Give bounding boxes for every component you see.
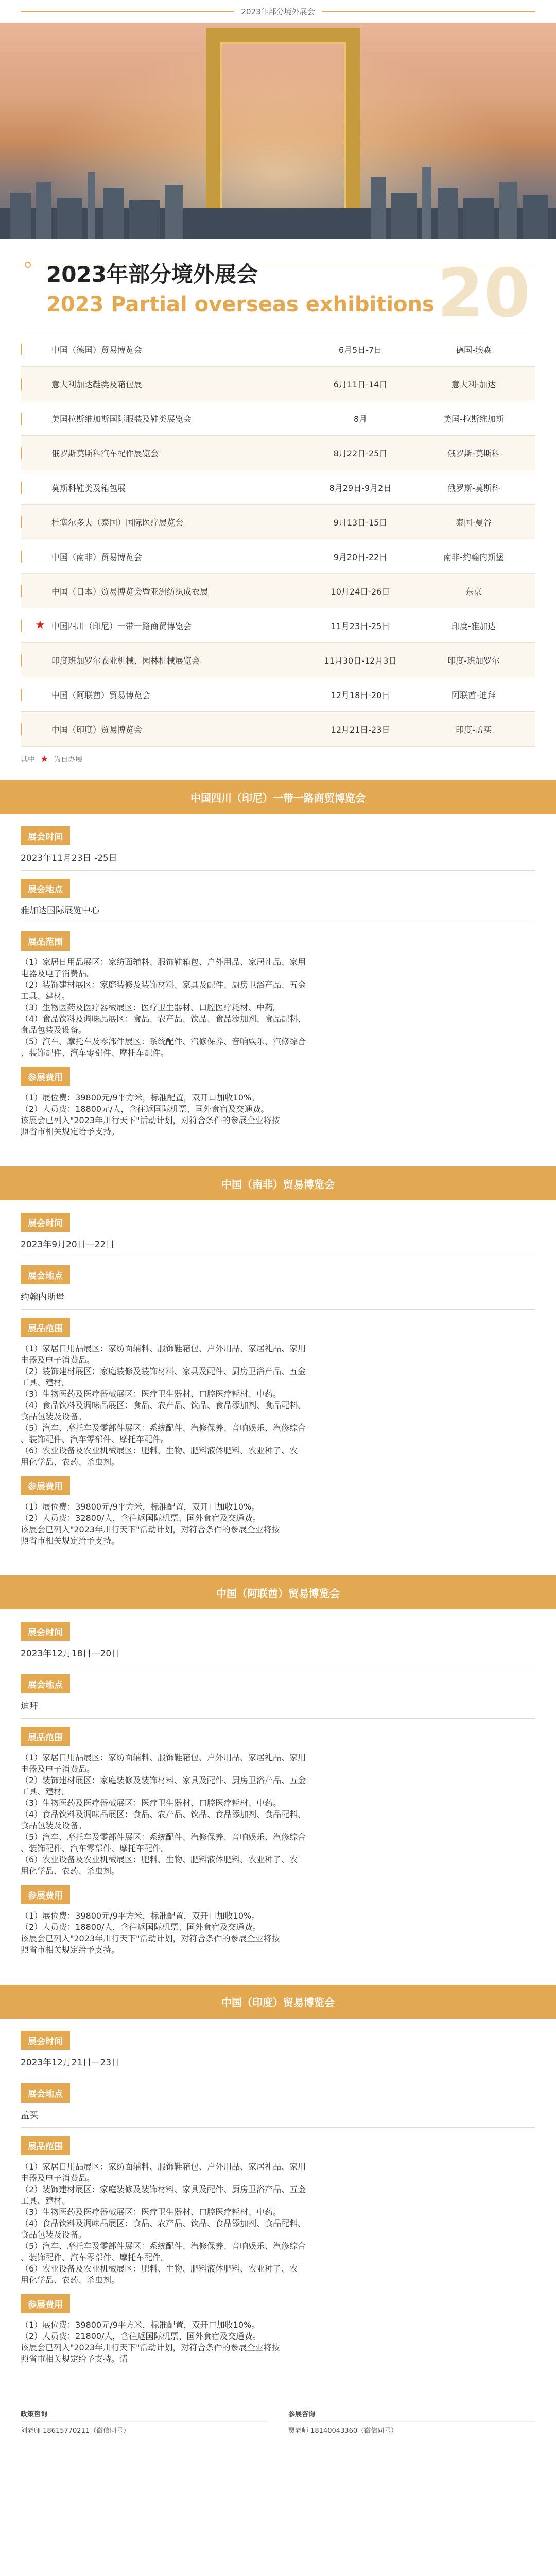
row-marker	[21, 482, 22, 494]
scope-line: 食品包装及设备。	[21, 1821, 87, 1831]
schedule-date: 6月11日-14日	[333, 379, 388, 389]
label-fee: 参展费用	[21, 1067, 70, 1086]
scope-line: （5）汽车、摩托车及零部件展区：系统配件、汽修保养、音响娱乐、汽修综合	[21, 1423, 306, 1433]
footer-exhibit-contact: 贾老师 18140043360（微信同号）	[288, 2421, 535, 2435]
field-fee	[21, 1476, 535, 1547]
schedule-name	[21, 516, 309, 528]
fee-line: 该展会已列入"2023年川行天下"活动计划，对符合条件的参展企业将按	[21, 2343, 280, 2352]
fee-line: 该展会已列入"2023年川行天下"活动计划，对符合条件的参展企业将按	[21, 1934, 280, 1943]
schedule-date: 11月23日-25日	[331, 621, 390, 631]
footer	[0, 2397, 556, 2450]
scope-line: 用化学品、农药、杀虫剂。	[21, 1457, 120, 1467]
section-body	[0, 1609, 556, 1969]
field-scope	[21, 1727, 535, 1877]
section-title: 中国（印度）贸易博览会	[0, 1985, 556, 2019]
field-scope	[21, 1318, 535, 1468]
fee-line: 照省市相关规定给予支持。	[21, 1127, 120, 1137]
exhibition-section	[0, 1166, 556, 1560]
value-place: 雅加达国际展览中心	[21, 904, 535, 923]
scope-line: （1）家居日用品展区：家纺面辅料、服饰鞋箱包、户外用品、家居礼品、家用	[21, 1344, 306, 1353]
schedule-name-text: 中国（日本）贸易博览会暨亚洲纺织成衣展	[51, 586, 208, 597]
scope-line: 、装饰配件、汽车零部件、摩托车配件。	[21, 1843, 169, 1853]
scope-line: （3）生物医药及医疗器械展区：医疗卫生器材、口腔医疗耗材、中药。	[21, 2207, 282, 2217]
field-fee	[21, 1067, 535, 1138]
scope-line: （2）装饰建材展区：家庭装修及装饰材料、家具及配件、厨房卫浴产品、五金	[21, 1775, 306, 1785]
row-marker	[21, 344, 22, 355]
label-place: 展会地点	[21, 2083, 70, 2103]
schedule-place: 阿联酋-迪拜	[451, 690, 496, 700]
fee-line: （2）人员费：32800/人，含往返国际机票、国外食宿及交通费。	[21, 1513, 261, 1523]
exhibition-schedule-table	[21, 332, 535, 747]
scope-line: 食品包装及设备。	[21, 2230, 87, 2240]
fee-line: （2）人员费：21800/人，含往返国际机票、国外食宿及交通费。	[21, 2331, 261, 2341]
value-time: 2023年9月20日—22日	[21, 1238, 535, 1257]
label-time: 展会时间	[21, 2031, 70, 2050]
scope-lines	[21, 957, 535, 1059]
schedule-row	[21, 643, 535, 677]
fee-line: 该展会已列入"2023年川行天下"活动计划，对符合条件的参展企业将按	[21, 1524, 280, 1534]
scope-line: （5）汽车、摩托车及零部件展区：系统配件、汽修保养、音响娱乐、汽修综合	[21, 1832, 306, 1842]
footer-policy-title: 政策咨询	[21, 2411, 48, 2418]
label-scope: 展品范围	[21, 1318, 70, 1337]
exhibition-section	[0, 780, 556, 1151]
fee-line: （1）展位费：39800元/9平方米，标准配置，双开口加收10%。	[21, 1502, 260, 1512]
footer-exhibit-title: 参展咨询	[288, 2411, 316, 2418]
hero-image	[0, 23, 556, 239]
row-marker	[21, 585, 22, 597]
title-block	[0, 239, 556, 332]
field-fee	[21, 1885, 535, 1956]
value-place: 约翰内斯堡	[21, 1291, 535, 1310]
schedule-place: 德国-埃森	[456, 345, 492, 355]
schedule-name-text: 中国四川（印尼）一带一路商贸博览会	[51, 621, 192, 631]
schedule-row	[21, 505, 535, 539]
scope-line: （2）装饰建材展区：家庭装修及装饰材料、家具及配件、厨房卫浴产品、五金	[21, 1366, 306, 1376]
schedule-name	[21, 654, 309, 666]
schedule-row	[21, 401, 535, 436]
row-marker	[21, 413, 22, 425]
value-place: 孟买	[21, 2109, 535, 2128]
schedule-date: 9月20日-22日	[333, 552, 388, 562]
page-title-cn: 2023年部分境外展会	[46, 262, 258, 287]
field-place	[21, 879, 535, 923]
schedule-name-text: 意大利加达鞋类及箱包展	[51, 379, 143, 389]
exhibition-section	[0, 1985, 556, 2378]
scope-line: （4）食品饮料及调味品展区：食品、农产品、饮品、食品添加剂、食品配料、	[21, 1400, 306, 1410]
row-marker	[21, 447, 22, 459]
field-scope	[21, 2136, 535, 2286]
schedule-place: 印度-孟买	[456, 724, 492, 735]
title-watermark: 20	[437, 254, 530, 332]
city-skyline	[0, 157, 556, 239]
fee-line: 该展会已列入"2023年川行天下"活动计划，对符合条件的参展企业将按	[21, 1115, 280, 1125]
scope-lines	[21, 2161, 535, 2286]
scope-line: 用化学品、农药、杀虫剂。	[21, 2275, 120, 2285]
row-marker	[21, 723, 22, 735]
footer-policy	[21, 2409, 268, 2435]
field-fee	[21, 2294, 535, 2365]
schedule-row	[21, 436, 535, 470]
schedule-date: 9月13日-15日	[333, 517, 388, 528]
scope-line: （1）家居日用品展区：家纺面辅料、服饰鞋箱包、户外用品、家居礼品、家用	[21, 1753, 306, 1762]
schedule-place: 俄罗斯-莫斯科	[447, 483, 500, 493]
schedule-place: 泰国-曼谷	[456, 517, 492, 528]
schedule-date: 8月29日-9月2日	[329, 483, 392, 493]
schedule-row	[21, 367, 535, 401]
schedule-place: 南非-约翰内斯堡	[443, 552, 504, 562]
schedule-name-text: 中国（阿联酋）贸易博览会	[51, 690, 151, 700]
star-icon: ★	[35, 619, 45, 632]
scope-line: （4）食品饮料及调味品展区：食品、农产品、饮品、食品添加剂、食品配料、	[21, 2218, 306, 2228]
schedule-row	[21, 574, 535, 608]
fee-lines	[21, 2319, 535, 2365]
footer-exhibit	[288, 2409, 535, 2435]
title-dot	[25, 262, 31, 268]
scope-line: （6）农业设备及农业机械展区：肥料、生物、肥料液体肥料、农业种子、农	[21, 1855, 298, 1865]
schedule-name-text: 莫斯科鞋类及箱包展	[51, 483, 126, 493]
fee-line: （1）展位费：39800元/9平方米，标准配置，双开口加收10%。	[21, 2320, 260, 2330]
page-title-en: 2023 Partial overseas exhibitions	[46, 293, 435, 316]
scope-line: （5）汽车、摩托车及零部件展区：系统配件、汽修保养、音响娱乐、汽修综合	[21, 2241, 306, 2251]
scope-line: 电器及电子消费品。	[21, 969, 95, 978]
scope-line: 电器及电子消费品。	[21, 2173, 95, 2183]
fee-line: 照省市相关规定给予支持。	[21, 1536, 120, 1546]
value-place: 迪拜	[21, 1700, 535, 1719]
scope-line: 食品包装及设备。	[21, 1412, 87, 1421]
schedule-name	[21, 551, 309, 563]
schedule-place: 美国-拉斯维加斯	[443, 414, 504, 424]
schedule-name-text: 杜塞尔多夫（泰国）国际医疗展览会	[51, 517, 184, 528]
schedule-name	[21, 689, 309, 701]
scope-line: 电器及电子消费品。	[21, 1355, 95, 1365]
schedule-name	[21, 413, 309, 425]
row-marker	[21, 378, 22, 390]
fee-line: （2）人员费：18800/人，含往返国际机票、国外食宿及交通费。	[21, 1922, 261, 1932]
scope-line: （4）食品饮料及调味品展区：食品、农产品、饮品、食品添加剂、食品配料、	[21, 1014, 306, 1024]
scope-line: 工具、建材。	[21, 1378, 71, 1387]
row-marker	[21, 551, 22, 563]
scope-line: （3）生物医药及医疗器械展区：医疗卫生器材、口腔医疗耗材、中药。	[21, 1389, 282, 1399]
scope-line: （4）食品饮料及调味品展区：食品、农产品、饮品、食品添加剂、食品配料、	[21, 1809, 306, 1819]
section-body	[0, 1200, 556, 1560]
scope-line: （3）生物医药及医疗器械展区：医疗卫生器材、口腔医疗耗材、中药。	[21, 1003, 282, 1012]
scope-line: 电器及电子消费品。	[21, 1764, 95, 1774]
scope-line: （2）装饰建材展区：家庭装修及装饰材料、家具及配件、厨房卫浴产品、五金	[21, 2184, 306, 2194]
schedule-row	[21, 332, 535, 367]
legend-text: 为自办展	[54, 755, 83, 764]
row-marker	[21, 689, 22, 701]
schedule-row	[21, 539, 535, 574]
value-time: 2023年12月18日—20日	[21, 1647, 535, 1666]
scope-line: 用化学品、农药、杀虫剂。	[21, 1866, 120, 1876]
fee-line: （1）展位费：39800元/9平方米，标准配置，双开口加收10%。	[21, 1911, 260, 1921]
fee-line: 照省市相关规定给予支持。	[21, 1945, 120, 1955]
label-fee: 参展费用	[21, 1885, 70, 1904]
fee-lines	[21, 1910, 535, 1956]
fee-lines	[21, 1092, 535, 1138]
footer-policy-contact: 刘老师 18615770211（微信同号）	[21, 2421, 268, 2435]
section-title: 中国四川（印尼）一带一路商贸博览会	[0, 780, 556, 814]
schedule-place: 印度-班加罗尔	[447, 655, 500, 666]
schedule-name-text: 印度班加罗尔农业机械、园林机械展览会	[51, 655, 200, 666]
scope-line: 、装饰配件、汽车零部件、摩托车配件。	[21, 1048, 169, 1058]
row-marker	[21, 654, 22, 666]
scope-line: 、装饰配件、汽车零部件、摩托车配件。	[21, 1434, 169, 1444]
schedule-place: 俄罗斯-莫斯科	[447, 448, 500, 459]
schedule-place: 意大利-加达	[451, 379, 496, 389]
field-place	[21, 2083, 535, 2128]
scope-line: 食品包装及设备。	[21, 1025, 87, 1035]
schedule-row	[21, 470, 535, 505]
schedule-row	[21, 712, 535, 747]
schedule-name	[21, 447, 309, 459]
value-time: 2023年11月23日 -25日	[21, 852, 535, 871]
schedule-date: 12月21日-23日	[331, 724, 390, 735]
schedule-name	[21, 620, 309, 632]
star-icon: ★	[40, 754, 49, 765]
fee-line: （1）展位费：39800元/9平方米，标准配置，双开口加收10%。	[21, 1093, 260, 1103]
legend-prefix: 其中	[21, 755, 35, 764]
row-marker	[21, 620, 22, 632]
field-time	[21, 1213, 535, 1257]
label-fee: 参展费用	[21, 1476, 70, 1495]
section-title: 中国（阿联酋）贸易博览会	[0, 1575, 556, 1609]
exhibition-sections	[0, 780, 556, 2378]
section-body	[0, 2019, 556, 2378]
schedule-place: 东京	[465, 586, 482, 597]
label-fee: 参展费用	[21, 2294, 70, 2313]
scope-line: 工具、建材。	[21, 1787, 71, 1797]
legend	[21, 754, 535, 765]
schedule-date: 8月	[353, 414, 368, 424]
label-place: 展会地点	[21, 879, 70, 898]
scope-line: （1）家居日用品展区：家纺面辅料、服饰鞋箱包、户外用品、家居礼品、家用	[21, 2162, 306, 2172]
top-banner	[0, 0, 556, 23]
label-time: 展会时间	[21, 826, 70, 845]
scope-lines	[21, 1343, 535, 1468]
label-time: 展会时间	[21, 1213, 70, 1232]
scope-line: （3）生物医药及医疗器械展区：医疗卫生器材、口腔医疗耗材、中药。	[21, 1798, 282, 1808]
schedule-name	[21, 723, 309, 735]
schedule-name	[21, 344, 309, 355]
schedule-date: 6月5日-7日	[338, 345, 383, 355]
section-body	[0, 814, 556, 1151]
label-scope: 展品范围	[21, 931, 70, 951]
schedule-name-text: 美国拉斯维加斯国际服装及鞋类展览会	[51, 414, 192, 424]
schedule-name-text: 俄罗斯莫斯科汽车配件展览会	[51, 448, 159, 459]
schedule-name-text: 中国（印度）贸易博览会	[51, 724, 143, 735]
schedule-name	[21, 585, 309, 597]
schedule-name-text: 中国（德国）贸易博览会	[51, 345, 143, 355]
field-time	[21, 1622, 535, 1666]
schedule-date: 12月18日-20日	[331, 690, 390, 700]
section-title: 中国（南非）贸易博览会	[0, 1166, 556, 1200]
schedule-name-text: 中国（南非）贸易博览会	[51, 552, 143, 562]
scope-line: （2）装饰建材展区：家庭装修及装饰材料、家具及配件、厨房卫浴产品、五金	[21, 980, 306, 990]
fee-line: 照省市相关规定给予支持。请	[21, 2354, 128, 2364]
label-place: 展会地点	[21, 1674, 70, 1693]
scope-lines	[21, 1752, 535, 1877]
scope-line: （5）汽车、摩托车及零部件展区：系统配件、汽修保养、音响娱乐、汽修综合	[21, 1037, 306, 1046]
value-time: 2023年12月21日—23日	[21, 2056, 535, 2075]
field-place	[21, 1674, 535, 1719]
label-place: 展会地点	[21, 1265, 70, 1284]
exhibition-section	[0, 1575, 556, 1969]
schedule-date: 10月24日-26日	[331, 586, 390, 597]
label-time: 展会时间	[21, 1622, 70, 1641]
scope-line: （6）农业设备及农业机械展区：肥料、生物、肥料液体肥料、农业种子、农	[21, 1446, 298, 1455]
label-scope: 展品范围	[21, 2136, 70, 2155]
field-time	[21, 826, 535, 871]
fee-lines	[21, 1501, 535, 1547]
scope-line: 工具、建材。	[21, 2196, 71, 2206]
schedule-date: 11月30日-12月3日	[324, 655, 397, 666]
scope-line: （6）农业设备及农业机械展区：肥料、生物、肥料液体肥料、农业种子、农	[21, 2264, 298, 2274]
schedule-row	[21, 608, 535, 643]
field-time	[21, 2031, 535, 2075]
scope-line: 工具、建材。	[21, 991, 71, 1001]
schedule-row	[21, 677, 535, 712]
scope-line: 、装饰配件、汽车零部件、摩托车配件。	[21, 2252, 169, 2262]
schedule-name	[21, 482, 309, 494]
schedule-place: 印度-雅加达	[451, 621, 496, 631]
schedule-date: 8月22日-25日	[333, 448, 388, 459]
row-marker	[21, 516, 22, 528]
schedule-name	[21, 378, 309, 390]
field-place	[21, 1265, 535, 1310]
field-scope	[21, 931, 535, 1059]
label-scope: 展品范围	[21, 1727, 70, 1746]
fee-line: （2）人员费：18800元/人，含往返国际机票、国外食宿及交通费。	[21, 1104, 269, 1114]
top-banner-label: 2023年部分境外展会	[234, 6, 322, 17]
scope-line: （1）家居日用品展区：家纺面辅料、服饰鞋箱包、户外用品、家居礼品、家用	[21, 957, 306, 967]
